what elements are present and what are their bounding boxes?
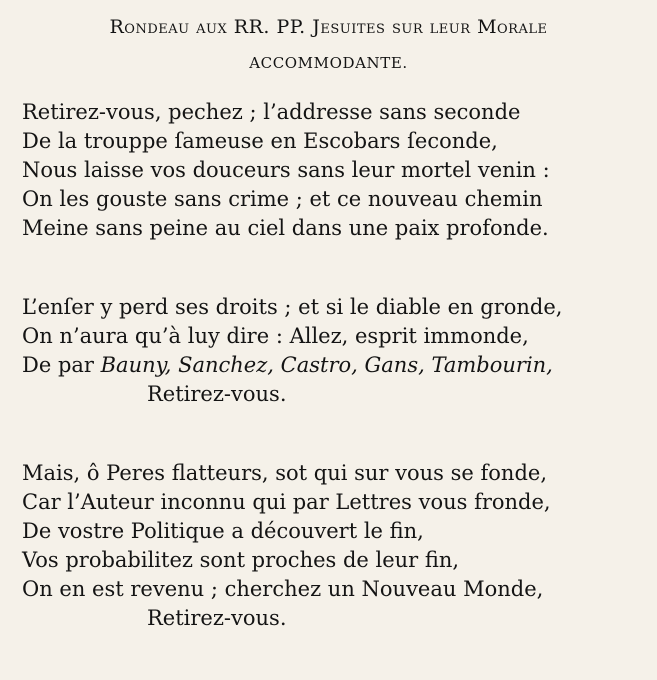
name-tambourin: Tambourin, (431, 353, 553, 377)
name-sanchez: Sanchez, (178, 353, 274, 377)
stanza-2-line-3-prefix: De par (22, 353, 101, 377)
stanza-3-line-5: On en est revenu ; cherchez un Nouveau Monde, (22, 577, 544, 601)
stanza-1-line-5: Meine sans peine au ciel dans une paix profonde. (22, 216, 549, 240)
stanza-2-line-3 (22, 351, 553, 380)
stanza-2-refrain: Retirez-vous. (147, 382, 287, 406)
stanza-1-line-3: Nous laisse vos douceurs sans leur mortel venin : (22, 158, 550, 182)
stanza-1-line-1: Retirez-vous, pechez ; l’addresse sans seconde (22, 100, 521, 124)
stanza-1-line-4: On les gouste sans crime ; et ce nouveau chemin (22, 187, 543, 211)
stanza-3-line-4: Vos probabilitez sont proches de leur fin, (22, 548, 460, 572)
stanza-3-line-3: De vostre Politique a découvert le fin, (22, 519, 424, 543)
name-gans: Gans, (364, 353, 425, 377)
stanza-3-line-2: Car l’Auteur inconnu qui par Lettres vous fronde, (22, 490, 551, 514)
stanza-2-line-1: L’enſer y perd ses droits ; et si le diable en gronde, (22, 295, 563, 319)
stanza-3-line-1: Mais, ô Peres flatteurs, sot qui sur vous se fonde, (22, 461, 547, 485)
stanza-2-line-2: On n’aura qu’à luy dire : Allez, esprit immonde, (22, 324, 529, 348)
stanza-1-line-2: De la trouppe ſameuse en Escobars ſeconde, (22, 129, 498, 153)
poem-title-line-2: ACCOMMODANTE. (249, 54, 408, 72)
poem-title-line-1: Rondeau aux RR. PP. Jesuites sur leur Morale (109, 16, 548, 38)
name-bauny: Bauny, (100, 353, 172, 377)
stanza-3-refrain: Retirez-vous. (147, 606, 287, 630)
name-castro: Castro, (280, 353, 358, 377)
